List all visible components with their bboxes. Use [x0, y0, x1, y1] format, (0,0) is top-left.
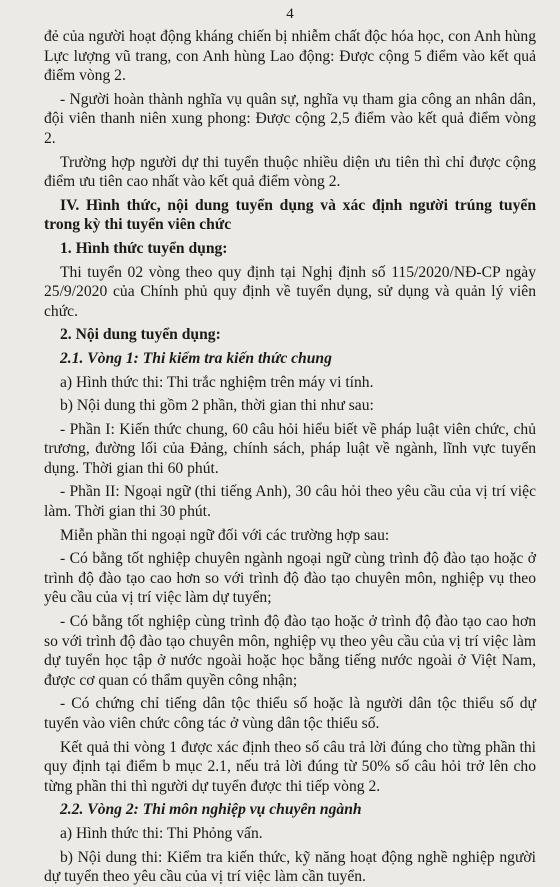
paragraph-priority-multiple: Trường hợp người dự thi tuyển thuộc nhiều diện ưu tiên thì chỉ được cộng điểm ưu tiên cao nhất vào kết quả điểm vòng 2.: [44, 153, 536, 191]
paragraph-round-1-content: b) Nội dung thi gồm 2 phần, thời gian thi như sau:: [60, 397, 374, 415]
paragraph-round-1-result: Kết quả thi vòng 1 được xác định theo số câu trả lời đúng cho từng phần thi quy định tại điểm b mục 2.1, nếu trả lời đúng từ 50% số câu hỏi trở lên cho từng phần thi thì người dự tuyển được thi tiếp vòng 2.: [44, 738, 536, 795]
heading-round-1: 2.1. Vòng 1: Thi kiểm tra kiến thức chung: [60, 349, 332, 367]
heading-section-iv: IV. Hình thức, nội dung tuyển dụng và xác định người trúng tuyển trong kỳ thi tuyển viên chức: [44, 196, 536, 234]
paragraph-part-1: - Phần I: Kiến thức chung, 60 câu hỏi hiểu biết về pháp luật viên chức, chủ trương, đường lối của Đảng, chính sách, pháp luật về ngành, lĩnh vực tuyển dụng. Thời gian thi 60 phút.: [44, 420, 536, 477]
paragraph-round-1-form: a) Hình thức thi: Thi trắc nghiệm trên máy vi tính.: [60, 373, 374, 391]
paragraph-priority-continued: đẻ của người hoạt động kháng chiến bị nhiễm chất độc hóa học, con Anh hùng Lực lượng vũ trang, con Anh hùng Lao động: Được cộng 5 điểm vào kết quả điểm vòng 2.: [44, 28, 536, 85]
paragraph-exemption-3: - Có chứng chỉ tiếng dân tộc thiểu số hoặc là người dân tộc thiểu số dự tuyển vào viên chức công tác ở vùng dân tộc thiểu số.: [44, 695, 536, 732]
paragraph-exemption-intro: Miễn phần thi ngoại ngữ đối với các trường hợp sau:: [60, 526, 390, 544]
paragraph-round-2-content: b) Nội dung thi: Kiểm tra kiến thức, kỹ năng hoạt động nghề nghiệp người dự tuyển theo yêu cầu của vị trí việc làm cần tuyển.: [44, 848, 536, 886]
page-number: 4: [286, 6, 294, 22]
paragraph-priority-military: - Người hoàn thành nghĩa vụ quân sự, nghĩa vụ tham gia công an nhân dân, đội viên thanh niên xung phong: Được cộng 2,5 điểm vào kết quả điểm vòng 2.: [44, 90, 536, 147]
paragraph-part-2: - Phần II: Ngoại ngữ (thi tiếng Anh), 30 câu hỏi theo yêu cầu của vị trí việc làm. Thời gian thi 30 phút.: [44, 483, 536, 521]
heading-recruitment-form: 1. Hình thức tuyển dụng:: [60, 239, 228, 257]
paragraph-two-rounds: Thi tuyển 02 vòng theo quy định tại Nghị định số 115/2020/NĐ-CP ngày 25/9/2020 của Chính phủ quy định về tuyển dụng, sử dụng và quản lý viên chức.: [44, 263, 536, 320]
paragraph-exemption-1: - Có bằng tốt nghiệp chuyên ngành ngoại ngữ cùng trình độ đào tạo hoặc ở trình độ đào tạo cao hơn so với trình độ đào tạo chuyên môn, nghiệp vụ theo yêu cầu của vị trí việc làm dự tuyển;: [44, 550, 536, 607]
paragraph-exemption-2: - Có bằng tốt nghiệp cùng trình độ đào tạo hoặc ở trình độ đào tạo cao hơn so với trình độ đào tạo chuyên môn, nghiệp vụ theo yêu cầu của vị trí việc làm dự tuyển học tập ở nước ngoài hoặc học bằng tiếng nước ngoài ở Việt Nam, được cơ quan có thẩm quyền công nhận;: [44, 613, 536, 689]
heading-recruitment-content: 2. Nội dung tuyển dụng:: [60, 326, 221, 344]
paragraph-round-2-form: a) Hình thức thi: Thi Phỏng vấn.: [60, 824, 263, 842]
heading-round-2: 2.2. Vòng 2: Thi môn nghiệp vụ chuyên ngành: [60, 801, 362, 819]
